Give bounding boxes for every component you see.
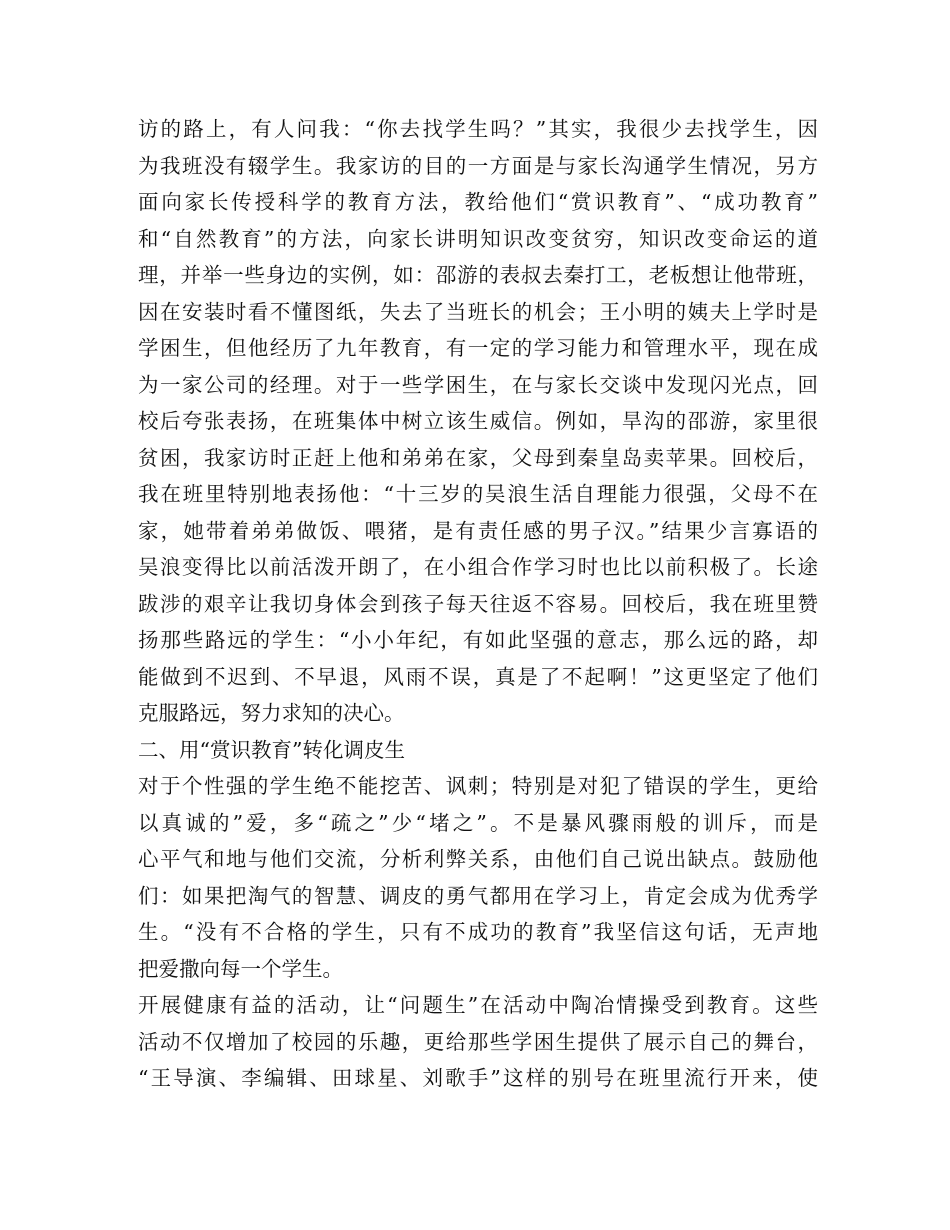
- text-line-23: 生。“没有不合格的学生，只有不成功的教育”我坚信这句话，无声地: [138, 920, 818, 944]
- text-line-16: 能做到不迟到、不早退，风雨不误，真是了不起啊！”这更坚定了他们: [138, 664, 818, 689]
- text-line-9: 校后夸张表扬，在班集体中树立该生威信。例如，旱沟的邵游，家里很: [138, 409, 818, 433]
- text-line-8: 为一家公司的经理。对于一些学困生，在与家长交谈中发现闪光点，回: [138, 372, 818, 397]
- text-line-14: 跋涉的艰辛让我切身体会到孩子每天往返不容易。回校后，我在班里赞: [138, 591, 818, 616]
- text-line-6: 因在安装时看不懂图纸，失去了当班长的机会；王小明的姨夫上学时是: [138, 299, 818, 324]
- text-line-17: 克服路远，努力求知的决心。: [138, 701, 405, 725]
- text-line-20: 以真诚的”爱，多“疏之”少“堵之”。不是暴风骤雨般的训斥，而是: [138, 810, 818, 835]
- text-line-5: 理，并举一些身边的实例，如：邵游的表叔去秦打工，老板想让他带班，: [138, 263, 818, 287]
- text-line-25: 开展健康有益的活动，让“问题生”在活动中陶冶情操受到教育。这些: [138, 993, 818, 1017]
- text-line-24: 把爱撒向每一个学生。: [138, 956, 343, 981]
- text-line-13: 吴浪变得比以前活泼开朗了，在小组合作学习时也比以前积极了。长途: [138, 555, 818, 579]
- text-line-3: 面向家长传授科学的教育方法，教给他们“赏识教育”、“成功教育”: [138, 190, 818, 214]
- text-line-4: 和“自然教育”的方法，向家长讲明知识改变贫穷，知识改变命运的道: [138, 226, 818, 251]
- text-line-12: 家，她带着弟弟做饭、喂猪，是有责任感的男子汉。”结果少言寡语的: [138, 518, 818, 543]
- document-body: [138, 111, 818, 1097]
- text-line-1: 访的路上，有人问我：“你去找学生吗？”其实，我很少去找学生，因: [138, 117, 818, 141]
- text-line-21: 心平气和地与他们交流，分析利弊关系，由他们自己说出缺点。鼓励他: [138, 847, 818, 871]
- text-line-7: 学困生，但他经历了九年教育，有一定的学习能力和管理水平，现在成: [138, 336, 818, 360]
- text-line-22: 们：如果把淘气的智慧、调皮的勇气都用在学习上，肯定会成为优秀学: [138, 883, 818, 908]
- section-heading: 二、用“赏识教育”转化调皮生: [138, 737, 405, 762]
- text-line-19: 对于个性强的学生绝不能挖苦、讽刺；特别是对犯了错误的学生，更给: [138, 774, 818, 798]
- text-line-11: 我在班里特别地表扬他：“十三岁的吴浪生活自理能力很强，父母不在: [138, 482, 818, 506]
- text-line-26: 活动不仅增加了校园的乐趣，更给那些学困生提供了展示自己的舞台，: [138, 1029, 818, 1054]
- text-line-15: 扬那些路远的学生：“小小年纪，有如此坚强的意志，那么远的路，却: [138, 628, 818, 652]
- text-line-27: “王导演、李编辑、田球星、刘歌手”这样的别号在班里流行开来，使: [138, 1066, 818, 1090]
- text-line-10: 贫困，我家访时正赶上他和弟弟在家，父母到秦皇岛卖苹果。回校后，: [138, 445, 818, 470]
- text-line-2: 为我班没有辍学生。我家访的目的一方面是与家长沟通学生情况，另方: [138, 153, 818, 178]
